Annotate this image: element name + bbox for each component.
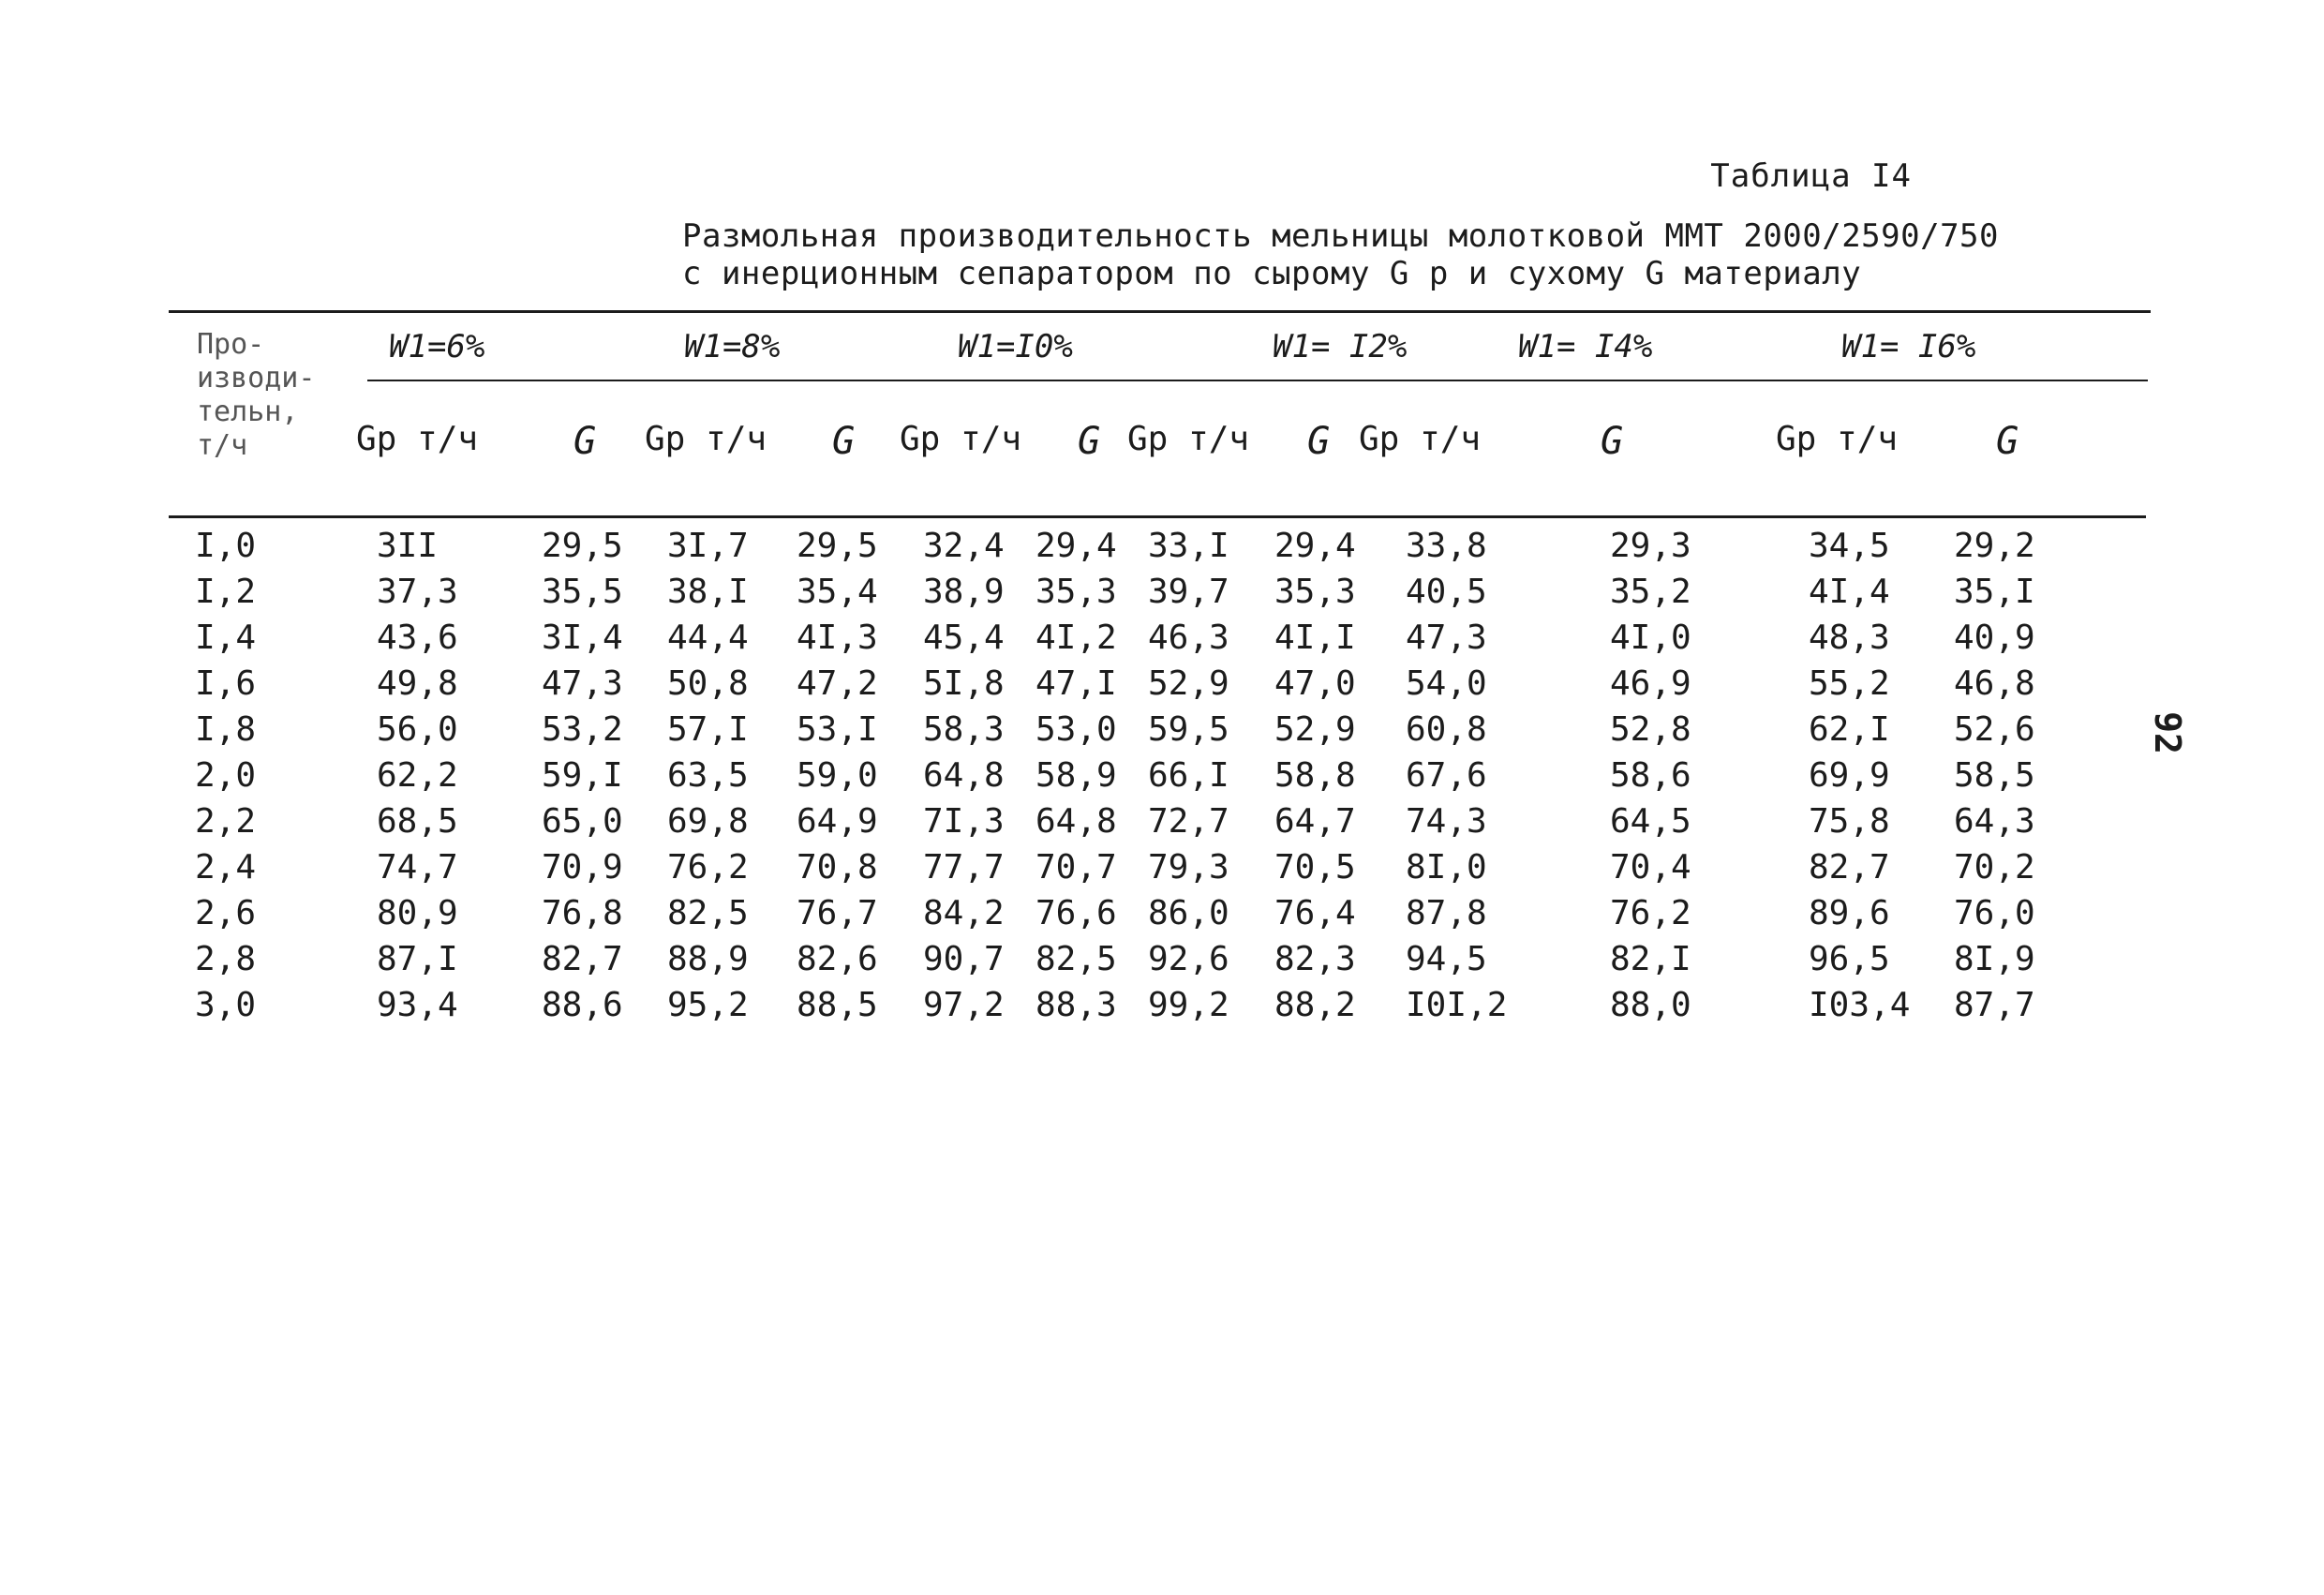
table-cell: 65,0 <box>542 802 623 841</box>
table-cell: 70,5 <box>1274 848 1356 887</box>
title-line-1: Размольная производительность мельницы молотковой ММТ 2000/2590/750 <box>682 217 1999 255</box>
table-cell: 89,6 <box>1809 894 1890 932</box>
table-row <box>0 802 2324 847</box>
table-cell: 76,7 <box>797 894 878 932</box>
header-rule <box>367 380 2148 381</box>
table-cell: 58,8 <box>1274 756 1356 795</box>
table-cell: 67,6 <box>1406 756 1487 795</box>
table-cell: 3II <box>377 527 439 565</box>
table-cell: 58,5 <box>1954 756 2035 795</box>
row-label: 2,8 <box>195 940 257 978</box>
table-cell: 64,3 <box>1954 802 2035 841</box>
subheader-gp-w12: Gр т/ч <box>1127 420 1250 458</box>
table-cell: 70,8 <box>797 848 878 887</box>
table-cell: 4I,3 <box>797 619 878 657</box>
table-cell: 82,6 <box>797 940 878 978</box>
table-cell: 97,2 <box>923 986 1005 1024</box>
table-cell: 4I,0 <box>1610 619 1691 657</box>
table-cell: 76,2 <box>667 848 749 887</box>
table-cell: 76,2 <box>1610 894 1691 932</box>
table-cell: 88,6 <box>542 986 623 1024</box>
table-row <box>0 710 2324 755</box>
table-cell: 49,8 <box>377 664 458 703</box>
table-cell: 5I,8 <box>923 664 1005 703</box>
subheader-g-w10: G <box>1078 420 1101 463</box>
table-cell: 64,8 <box>923 756 1005 795</box>
table-cell: I03,4 <box>1809 986 1911 1024</box>
group-header-w6: W1=6% <box>389 328 485 365</box>
table-cell: 35,2 <box>1610 573 1691 611</box>
table-cell: 64,5 <box>1610 802 1691 841</box>
table-cell: 38,9 <box>923 573 1005 611</box>
table-cell: I0I,2 <box>1406 986 1508 1024</box>
body-rule <box>169 515 2146 518</box>
table-cell: 54,0 <box>1406 664 1487 703</box>
table-cell: 52,8 <box>1610 710 1691 749</box>
row-label: I,6 <box>195 664 257 703</box>
table-cell: 88,5 <box>797 986 878 1024</box>
table-cell: 43,6 <box>377 619 458 657</box>
table-row <box>0 527 2324 572</box>
subheader-gp-w16: Gр т/ч <box>1776 420 1899 458</box>
row-label: 2,0 <box>195 756 257 795</box>
subheader-g-w8: G <box>832 420 856 463</box>
table-cell: 33,I <box>1148 527 1229 565</box>
table-cell: 57,I <box>667 710 749 749</box>
table-cell: 64,9 <box>797 802 878 841</box>
table-label: Таблица I4 <box>1710 157 1912 195</box>
table-cell: 44,4 <box>667 619 749 657</box>
table-cell: 38,I <box>667 573 749 611</box>
subheader-gp-w6: Gр т/ч <box>356 420 479 458</box>
table-cell: 35,4 <box>797 573 878 611</box>
table-cell: 76,6 <box>1035 894 1117 932</box>
table-cell: 82,7 <box>542 940 623 978</box>
row-label: I,8 <box>195 710 257 749</box>
table-cell: 74,3 <box>1406 802 1487 841</box>
table-cell: 29,2 <box>1954 527 2035 565</box>
table-cell: 58,9 <box>1035 756 1117 795</box>
subheader-g-w12: G <box>1307 420 1331 463</box>
table-cell: 62,I <box>1809 710 1890 749</box>
table-row <box>0 986 2324 1031</box>
table-cell: 45,4 <box>923 619 1005 657</box>
table-row <box>0 664 2324 709</box>
group-header-w14: W1= I4% <box>1518 328 1653 365</box>
table-cell: 87,8 <box>1406 894 1487 932</box>
table-cell: 90,7 <box>923 940 1005 978</box>
table-cell: 3I,7 <box>667 527 749 565</box>
table-cell: 53,2 <box>542 710 623 749</box>
table-cell: 56,0 <box>377 710 458 749</box>
table-cell: 76,0 <box>1954 894 2035 932</box>
table-cell: 86,0 <box>1148 894 1229 932</box>
top-rule <box>169 310 2151 313</box>
row-label: 2,4 <box>195 848 257 887</box>
table-cell: 40,5 <box>1406 573 1487 611</box>
table-cell: 47,I <box>1035 664 1117 703</box>
table-cell: 62,2 <box>377 756 458 795</box>
table-cell: 47,2 <box>797 664 878 703</box>
table-cell: 95,2 <box>667 986 749 1024</box>
table-cell: 53,0 <box>1035 710 1117 749</box>
table-cell: 8I,9 <box>1954 940 2035 978</box>
table-cell: 70,4 <box>1610 848 1691 887</box>
table-cell: 29,5 <box>542 527 623 565</box>
row-label: I,4 <box>195 619 257 657</box>
group-header-w12: W1= I2% <box>1273 328 1408 365</box>
table-cell: 35,3 <box>1274 573 1356 611</box>
row-label: 2,6 <box>195 894 257 932</box>
table-cell: 87,7 <box>1954 986 2035 1024</box>
table-cell: 46,9 <box>1610 664 1691 703</box>
table-cell: 4I,2 <box>1035 619 1117 657</box>
table-cell: 29,4 <box>1274 527 1356 565</box>
row-label: 3,0 <box>195 986 257 1024</box>
table-cell: 47,3 <box>1406 619 1487 657</box>
table-cell: 66,I <box>1148 756 1229 795</box>
table-row <box>0 619 2324 663</box>
table-cell: 46,3 <box>1148 619 1229 657</box>
table-row <box>0 940 2324 985</box>
table-cell: 70,9 <box>542 848 623 887</box>
table-cell: 35,5 <box>542 573 623 611</box>
row-label: 2,2 <box>195 802 257 841</box>
table-cell: 77,7 <box>923 848 1005 887</box>
row-label: I,0 <box>195 527 257 565</box>
table-row <box>0 573 2324 618</box>
table-cell: 76,8 <box>542 894 623 932</box>
table-cell: 35,3 <box>1035 573 1117 611</box>
table-cell: 76,4 <box>1274 894 1356 932</box>
table-cell: 72,7 <box>1148 802 1229 841</box>
table-cell: 64,8 <box>1035 802 1117 841</box>
group-header-w16: W1= I6% <box>1841 328 1976 365</box>
table-cell: 8I,0 <box>1406 848 1487 887</box>
table-cell: 88,0 <box>1610 986 1691 1024</box>
subheader-g-w16: G <box>1996 420 2019 463</box>
table-cell: 69,9 <box>1809 756 1890 795</box>
table-cell: 52,6 <box>1954 710 2035 749</box>
table-cell: 37,3 <box>377 573 458 611</box>
table-cell: 58,3 <box>923 710 1005 749</box>
table-cell: 3I,4 <box>542 619 623 657</box>
table-cell: 33,8 <box>1406 527 1487 565</box>
table-cell: 64,7 <box>1274 802 1356 841</box>
table-cell: 94,5 <box>1406 940 1487 978</box>
table-cell: 47,3 <box>542 664 623 703</box>
table-cell: 50,8 <box>667 664 749 703</box>
table-cell: 79,3 <box>1148 848 1229 887</box>
table-cell: 7I,3 <box>923 802 1005 841</box>
table-cell: 53,I <box>797 710 878 749</box>
table-cell: 82,3 <box>1274 940 1356 978</box>
table-cell: 88,3 <box>1035 986 1117 1024</box>
table-cell: 52,9 <box>1274 710 1356 749</box>
subheader-gp-w8: Gр т/ч <box>645 420 767 458</box>
table-cell: 60,8 <box>1406 710 1487 749</box>
table-cell: 75,8 <box>1809 802 1890 841</box>
table-cell: 82,5 <box>667 894 749 932</box>
subheader-g-w6: G <box>574 420 597 463</box>
stub-header: Про- изводи- тельн, т/ч <box>197 328 316 462</box>
table-cell: 4I,4 <box>1809 573 1890 611</box>
table-cell: 35,I <box>1954 573 2035 611</box>
table-cell: 52,9 <box>1148 664 1229 703</box>
table-cell: 59,5 <box>1148 710 1229 749</box>
table-cell: 87,I <box>377 940 458 978</box>
page-number: 92 <box>2146 711 2188 754</box>
table-cell: 29,3 <box>1610 527 1691 565</box>
table-cell: 59,I <box>542 756 623 795</box>
table-cell: 82,I <box>1610 940 1691 978</box>
table-cell: 93,4 <box>377 986 458 1024</box>
table-cell: 74,7 <box>377 848 458 887</box>
table-cell: 40,9 <box>1954 619 2035 657</box>
table-row <box>0 756 2324 801</box>
table-cell: 63,5 <box>667 756 749 795</box>
table-row <box>0 848 2324 893</box>
table-cell: 47,0 <box>1274 664 1356 703</box>
group-header-w8: W1=8% <box>684 328 781 365</box>
table-cell: 48,3 <box>1809 619 1890 657</box>
table-cell: 88,2 <box>1274 986 1356 1024</box>
table-cell: 70,2 <box>1954 848 2035 887</box>
table-cell: 29,4 <box>1035 527 1117 565</box>
table-cell: 92,6 <box>1148 940 1229 978</box>
table-cell: 70,7 <box>1035 848 1117 887</box>
table-cell: 80,9 <box>377 894 458 932</box>
table-cell: 34,5 <box>1809 527 1890 565</box>
table-cell: 68,5 <box>377 802 458 841</box>
subheader-gp-w10: Gр т/ч <box>900 420 1022 458</box>
subheader-gp-w14: Gр т/ч <box>1359 420 1482 458</box>
group-header-w10: W1=I0% <box>958 328 1073 365</box>
table-cell: 58,6 <box>1610 756 1691 795</box>
table-cell: 46,8 <box>1954 664 2035 703</box>
table-cell: 99,2 <box>1148 986 1229 1024</box>
title-line-2: с инерционным сепаратором по сырому G р и сухому G материалу <box>682 255 1862 292</box>
table-cell: 84,2 <box>923 894 1005 932</box>
table-cell: 55,2 <box>1809 664 1890 703</box>
table-cell: 29,5 <box>797 527 878 565</box>
table-cell: 32,4 <box>923 527 1005 565</box>
table-cell: 82,7 <box>1809 848 1890 887</box>
table-cell: 82,5 <box>1035 940 1117 978</box>
table-cell: 96,5 <box>1809 940 1890 978</box>
row-label: I,2 <box>195 573 257 611</box>
table-cell: 4I,I <box>1274 619 1356 657</box>
subheader-g-w14: G <box>1601 420 1624 463</box>
table-title <box>682 217 1999 292</box>
table-cell: 69,8 <box>667 802 749 841</box>
table-cell: 59,0 <box>797 756 878 795</box>
table-row <box>0 894 2324 939</box>
table-cell: 39,7 <box>1148 573 1229 611</box>
table-cell: 88,9 <box>667 940 749 978</box>
